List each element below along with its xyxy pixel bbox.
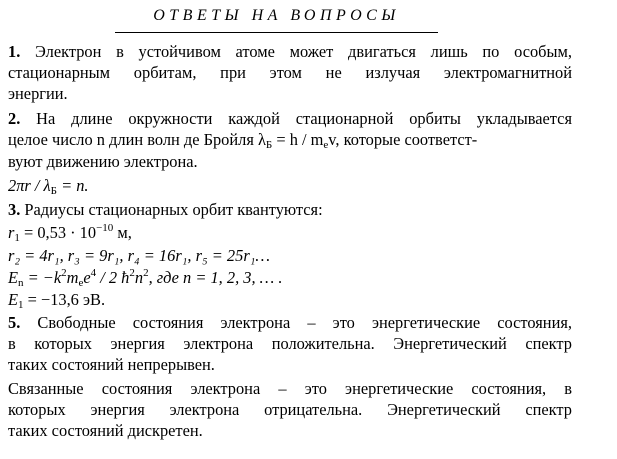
- answer-3-heading: 3. Радиусы стационарных орбит квантуются:: [8, 200, 323, 219]
- formula-rn: r₂ = 4r₁, r₃ = 9r₁, r₄ = 16r₁, r₅ = 25r₁…: [8, 246, 270, 265]
- answer-1-line-3: энергии.: [8, 84, 68, 103]
- answer-5-line-5: которых энергия электрона отрицательна. Энергетический спектр: [8, 400, 572, 419]
- answer-2-line-2: целое число n длин волн де Бройля $\lambda_Б = h / m_ev$, которые соответст-: [8, 130, 478, 151]
- answer-1-line-1: 1. Электрон в устойчивом атоме может двигаться лишь по особым,: [8, 42, 572, 61]
- answer-5-line-1: 5. Свободные состояния электрона – это энергетические состояния,: [8, 313, 572, 332]
- answer-2-line-3: вуют движению электрона.: [8, 152, 198, 171]
- answer-5-line-2: в которых энергия электрона положительна. Энергетический спектр: [8, 334, 572, 353]
- answer-2-line-1: 2. На длине окружности каждой стационарной орбиты укладывается: [8, 109, 572, 128]
- answer-5-line-3: таких состояний непрерывен.: [8, 355, 215, 374]
- formula-e1: $E_1 = -13,6$ эВ.: [8, 290, 106, 311]
- page-title: ОТВЕТЫ НА ВОПРОСЫ: [115, 6, 438, 33]
- answer-5-line-4: Связанные состояния электрона – это энергетические состояния, в: [8, 379, 572, 398]
- formula-r1: $r_1 = 0,53 \cdot 10^{-10}$ м,: [8, 222, 132, 244]
- answer-1-line-2: стационарным орбитам, при этом не излучая электромагнитной: [8, 63, 572, 82]
- answer-5-line-6: таких состояний дискретен.: [8, 421, 203, 440]
- formula-en: $E_n = -k^2m_ee^4 / 2$ $ħ^2n^2$, где n = 1, 2, 3, … .: [8, 267, 283, 289]
- answer-2-formula: $2\pi r / \lambda_Б = n$.: [8, 176, 89, 197]
